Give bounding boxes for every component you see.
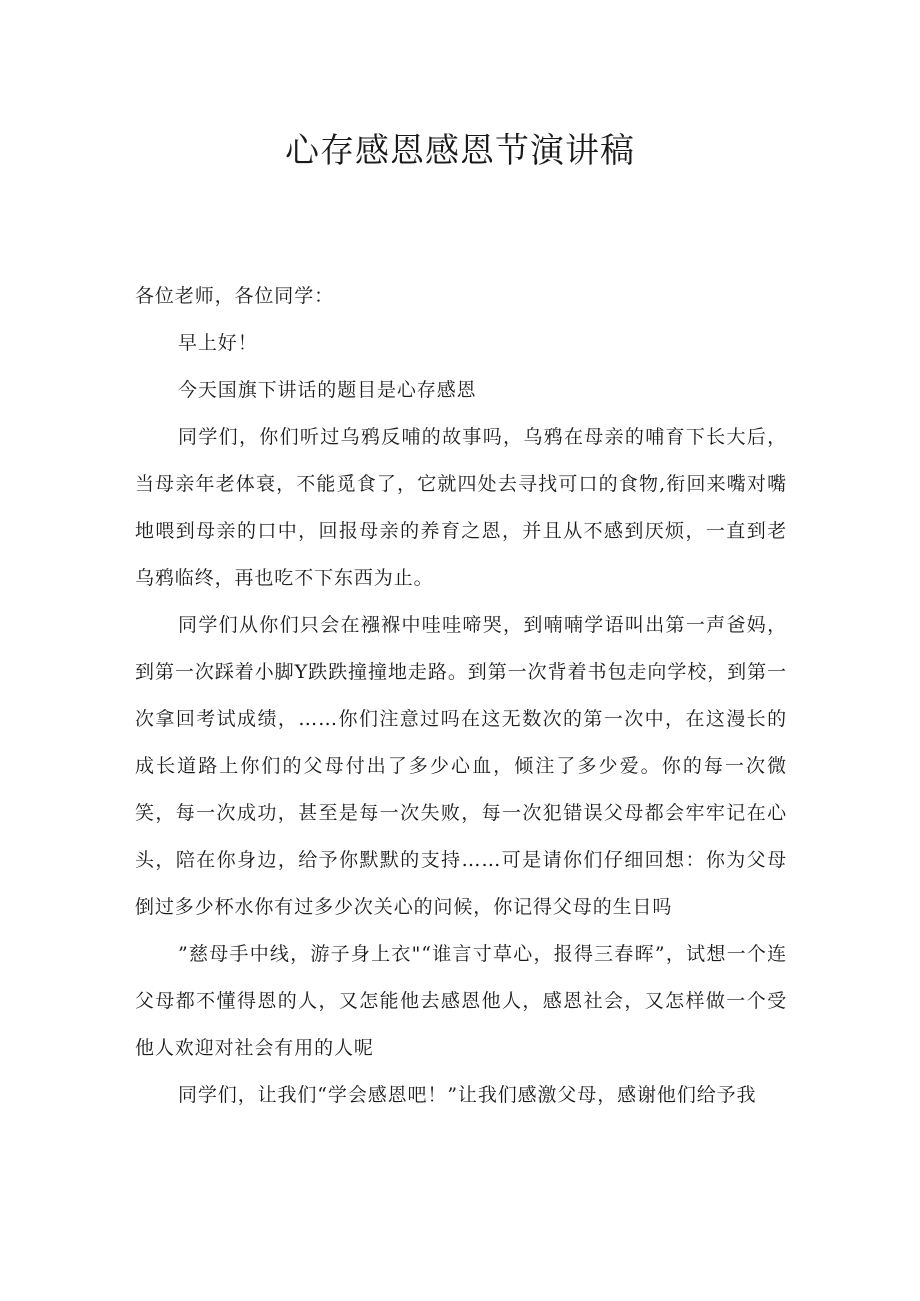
closing-paragraph: 同学们，让我们“学会感恩吧！”让我们感激父母，感谢他们给予我 xyxy=(178,1084,757,1106)
morning-greeting-paragraph: 早上好！ xyxy=(178,332,258,354)
topic-paragraph: 今天国旗下讲话的题目是心存感恩 xyxy=(178,379,477,401)
poem-paragraph: ”慈母手中线，游子身上衣"“谁言寸草心，报得三春晖”，试想一个连父母都不懂得恩的人，又怎能他去感恩他人，感恩社会，又怎样做一个受他人欢迎对社会有用的人呢 xyxy=(135,943,787,1059)
greeting-paragraph: 各位老师，各位同学： xyxy=(135,285,335,307)
crow-story-paragraph: 同学们，你们听过乌鸦反哺的故事吗，乌鸦在母亲的哺育下长大后，当母亲年老体衰，不能觅食了，它就四处去寻找可口的食物,衔回来嘴对嘴地喂到母亲的口中，回报母亲的养育之恩，并且从不感到厌烦，一直到老乌鸦临终，再也吃不下东西为止。 xyxy=(135,426,787,589)
parents-care-paragraph: 同学们从你们只会在襁褓中哇哇啼哭，到喃喃学语叫出第一声爸妈，到第一次踩着小脚Y跌跌撞撞地走路。到第一次背着书包走向学校，到第一次拿回考试成绩，……你们注意过吗在这无数次的第一次中，在这漫长的成长道路上你们的父母付出了多少心血，倾注了多少爱。你的每一次微笑，每一次成功，甚至是每一次失败，每一次犯错误父母都会牢牢记在心头，陪在你身边，给予你默默的支持……可是请你们仔细回想：你为父母倒过多少杯水你有过多少次关心的问候，你记得父母的生日吗 xyxy=(135,614,787,918)
document-title: 心存感恩感恩节演讲稿 xyxy=(285,131,635,171)
document-body xyxy=(135,273,787,1119)
